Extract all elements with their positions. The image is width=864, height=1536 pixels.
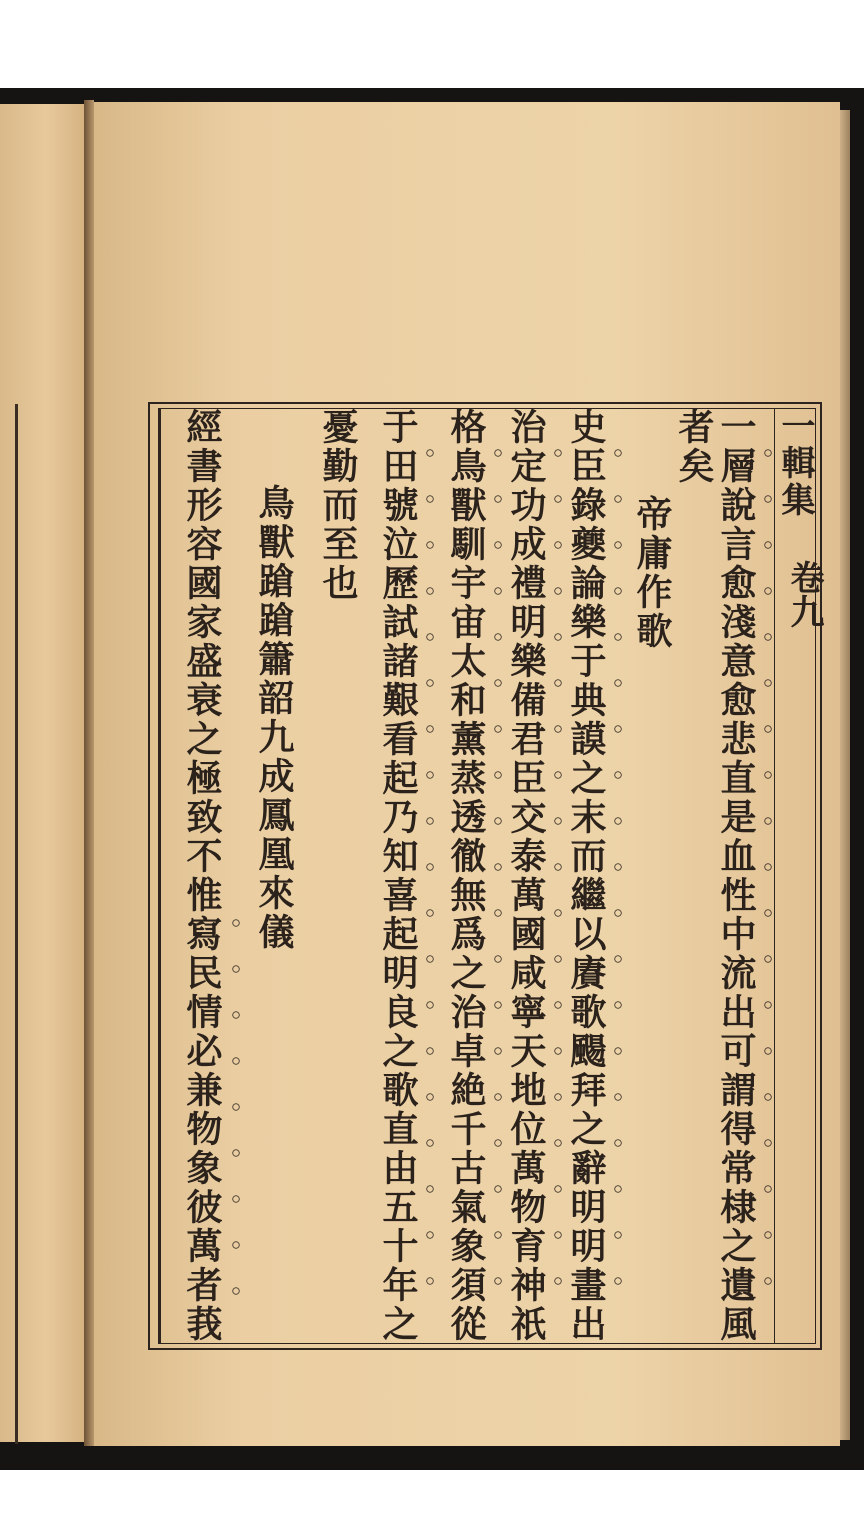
book-gutter	[84, 100, 94, 1446]
text-column-6: 格鳥獸馴宇宙太和薰蒸透徹無爲之治卓絶千古氣象須從	[445, 408, 487, 1344]
text-column-4: 史臣錄夔論樂于典謨之末而繼以賡歌颺拜之辭明明畫出	[565, 408, 607, 1344]
emphasis-dots-col7	[426, 430, 434, 1310]
text-column-7: 于田號泣歷試諸艱看起乃知喜起明良之歌直由五十年之	[377, 408, 419, 1344]
fold-column	[774, 408, 822, 1344]
emphasis-dots-col6	[494, 430, 502, 1310]
page-edge	[840, 110, 850, 1440]
left-page-frame	[0, 404, 18, 1444]
section-heading: 帝庸作歌	[631, 495, 673, 651]
text-column-10: 經書形容國家盛衰之極致不惟寫民情必兼物象彼萬者莪	[181, 408, 223, 1344]
emphasis-dots-col1	[764, 430, 772, 1310]
text-column-1: 一層說言愈淺意愈悲直是血性中流出可謂得常棣之遺風	[715, 408, 757, 1344]
running-head: 一輯集	[775, 408, 815, 519]
emphasis-dots-verse	[232, 900, 240, 1320]
left-page	[0, 104, 86, 1442]
emphasis-dots-col5	[554, 430, 562, 1310]
text-column-5: 治定功成禮明樂備君臣交泰萬國咸寧天地位萬物育神祇	[505, 408, 547, 1344]
text-column-8: 憂勤而至也	[317, 408, 359, 603]
emphasis-dots-col4	[614, 430, 622, 1310]
text-column-2: 者矣	[673, 408, 715, 486]
quoted-verse: 鳥獸蹌蹌簫韶九成鳳凰來儀	[253, 484, 295, 952]
folio: 卷九	[784, 560, 824, 628]
